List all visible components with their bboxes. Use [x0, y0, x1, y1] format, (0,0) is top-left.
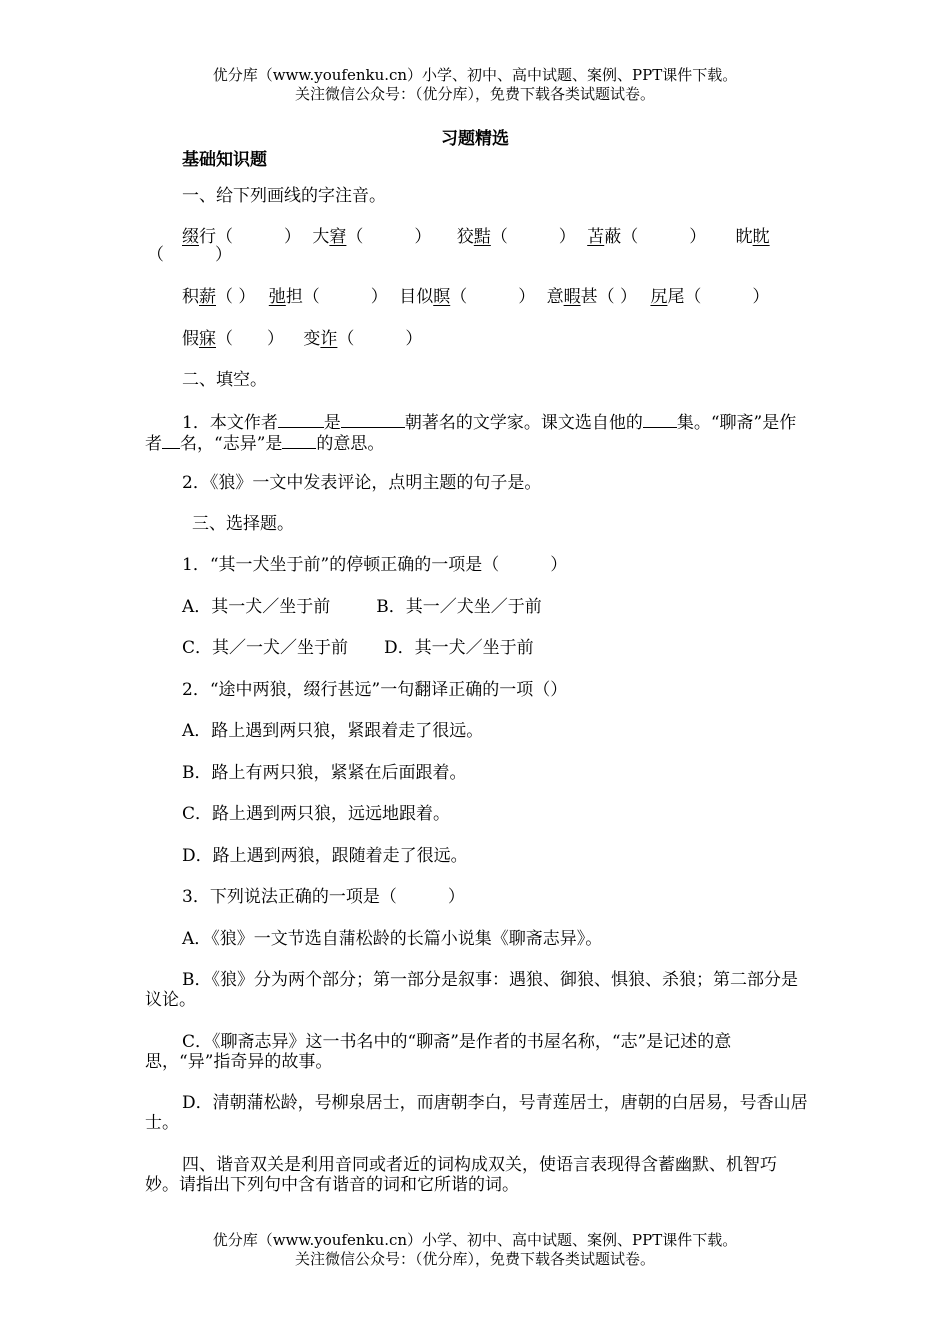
fill-blank[interactable]	[278, 412, 324, 428]
pinyin-item: 狡黠（ ）	[456, 227, 576, 247]
option-d: D．其一犬／坐于前	[384, 638, 534, 658]
pinyin-item: 苫蔽（ ）	[587, 227, 707, 247]
q3-1-options-cd	[182, 638, 534, 658]
pinyin-item: 缀行（ ）	[182, 227, 301, 247]
q3-3-stem: 3．下列说法正确的一项是（ ）	[182, 887, 465, 907]
pinyin-item: 弛担（ ）	[268, 287, 388, 307]
q2-item-2: 2．《狼》一文中发表评论，点明主题的句子是。	[182, 473, 542, 493]
q1-row-2	[182, 287, 769, 307]
page-title: 习题精选	[441, 129, 509, 149]
fill-blank[interactable]	[162, 433, 180, 449]
q3-1-stem: 1．“其一犬坐于前”的停顿正确的一项是（ ）	[182, 555, 568, 575]
pinyin-item: 积薪（ ）	[182, 287, 256, 307]
q1-row-1-wrap: （ ）	[147, 245, 232, 265]
pinyin-item: 变诈（ ）	[303, 329, 423, 349]
q2-heading: 二、填空。	[182, 370, 267, 390]
q1-row-1	[182, 227, 770, 247]
q2-item-1: 1．本文作者 是 朝著名的文学家。课文选自他的 集。“聊斋”是作者 名，“志异”是 的意思。	[145, 413, 797, 454]
option-b: B．其一／犬坐／于前	[376, 597, 542, 617]
header-line-2: 关注微信公众号：（优分库），免费下载各类试题试卷。	[294, 85, 655, 103]
pinyin-item: 假寐（ ）	[182, 329, 284, 349]
q3-2-option-b: B．路上有两只狼，紧紧在后面跟着。	[182, 763, 467, 783]
pinyin-item: 意暇甚（ ）	[546, 287, 638, 307]
header-line-1: 优分库（www.youfenku.cn）小学、初中、高中试题、案例、PPT课件下载。	[212, 66, 738, 84]
option-a: A．其一犬／坐于前	[182, 597, 331, 617]
fill-blank[interactable]	[341, 412, 405, 428]
q3-3-option-c: C．《聊斋志异》这一书名中的“聊斋”是作者的书屋名称，“志”是记述的意思，“异”指奇异的故事。	[145, 1032, 732, 1072]
q3-1-options-ab	[182, 597, 542, 617]
fill-blank[interactable]	[643, 412, 677, 428]
section-title: 基础知识题	[182, 150, 267, 170]
pinyin-item: 眈眈	[735, 227, 770, 247]
footer-line-2: 关注微信公众号：（优分库），免费下载各类试题试卷。	[294, 1250, 655, 1268]
q3-2-option-a: A．路上遇到两只狼，紧跟着走了很远。	[182, 721, 484, 741]
fill-blank[interactable]	[282, 433, 316, 449]
q3-2-option-d: D．路上遇到两狼，跟随着走了很远。	[182, 846, 468, 866]
footer-line-1: 优分库（www.youfenku.cn）小学、初中、高中试题、案例、PPT课件下载。	[212, 1231, 738, 1249]
q3-3-option-d: D．清朝蒲松龄，号柳泉居士，而唐朝李白，号青莲居士，唐朝的白居易，号香山居士。	[145, 1093, 808, 1133]
pinyin-item: 目似瞑（ ）	[399, 287, 536, 307]
q3-2-option-c: C．路上遇到两只狼，远远地跟着。	[182, 804, 451, 824]
option-c: C．其／一犬／坐于前	[182, 638, 349, 658]
pinyin-item: 大窘（ ）	[312, 227, 432, 247]
q3-3-option-b: B．《狼》分为两个部分；第一部分是叙事：遇狼、御狼、惧狼、杀狼；第二部分是议论。	[145, 970, 798, 1010]
q1-row-3	[182, 329, 422, 349]
pinyin-item: 尻尾（ ）	[650, 287, 770, 307]
q3-2-stem: 2．“途中两狼，缀行甚远”一句翻译正确的一项（）	[182, 680, 568, 700]
q3-3-option-a: A．《狼》一文节选自蒲松龄的长篇小说集《聊斋志异》。	[182, 929, 603, 949]
q1-heading: 一、给下列画线的字注音。	[182, 186, 386, 206]
q4-text: 四、谐音双关是利用音同或者近的词构成双关，使语言表现得含蓄幽默、机智巧妙。请指出下列句中含有谐音的词和它所谐的词。	[145, 1155, 777, 1195]
q3-heading: 三、选择题。	[192, 514, 294, 534]
